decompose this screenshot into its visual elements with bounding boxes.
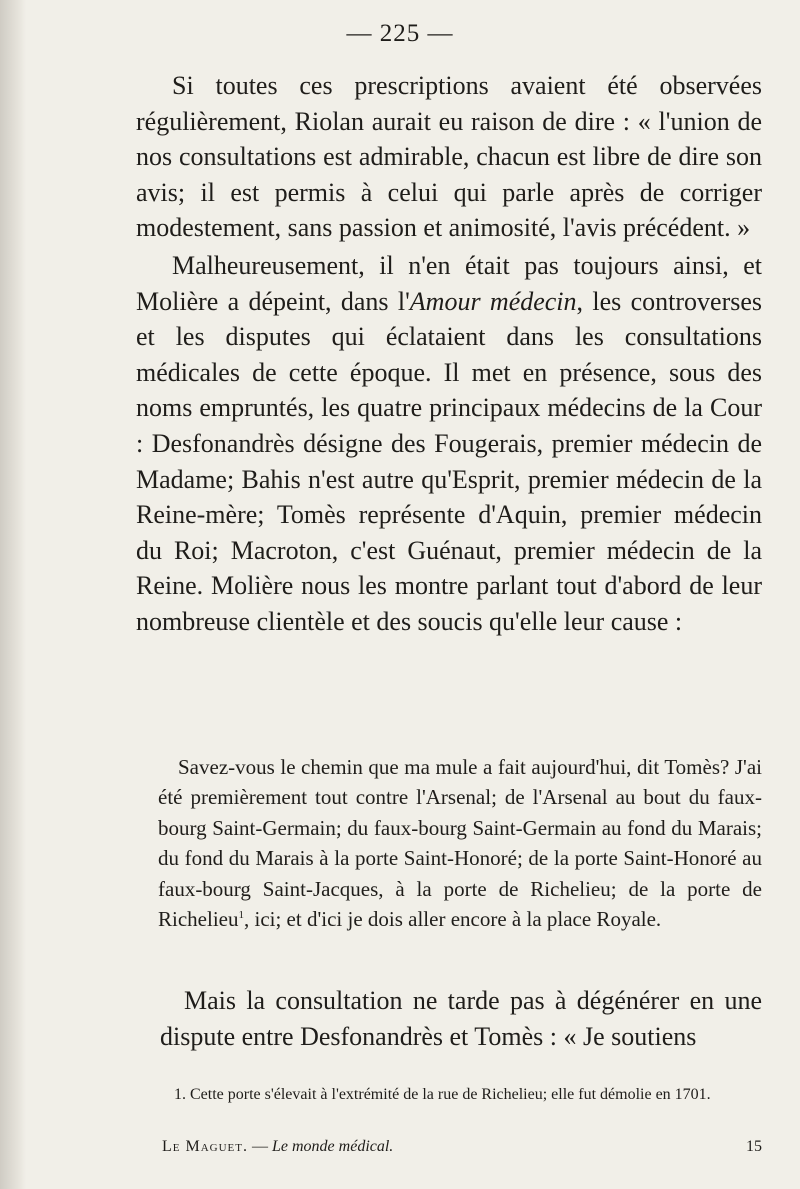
quote-text-2: , ici; et d'ici je dois aller encore à la place Royale. [243, 907, 662, 932]
closing-paragraph: Mais la consultation ne tarde pas à dégénérer en une dispute entre Desfonandrès et Tomès : « Je soutiens [160, 986, 762, 1051]
sheet-number: 15 [746, 1138, 762, 1155]
footer-separator: — [248, 1138, 272, 1155]
footnote-reference: 1 [238, 909, 244, 922]
closing-text [160, 983, 762, 1055]
paragraph-2 [136, 248, 762, 640]
quote-text-1: Savez-vous le chemin que ma mule a fait aujourd'hui, dit Tomès? J'ai été premièrement tout contre l'Arsenal; de l'Arsenal au bout du faux-bourg Saint-Germain; du faux-bourg Saint-Germain au fond du Marais; du fond du Marais à la porte Saint-Honoré; de la porte Saint-Honoré au faux-bourg Saint-Jacques, à la porte de Richelieu; de la porte de Richelieu [158, 755, 762, 932]
paragraph-2-part-2: , les controverses et les disputes qui éclataient dans les consultations médicales de cette époque. Il met en présence, sous des noms empruntés, les quatre principaux médecins de la Cour : Desfonandrès désigne des Fougerais, premier médecin de Madame; Bahis n'est autre qu'Esprit, premier médecin de la Reine-mère; Tomès représente d'Aquin, premier médecin du Roi; Macroton, c'est Guénaut, premier médecin de la Reine. Molière nous les montre parlant tout d'abord de leur nombreuse clientèle et des soucis qu'elle leur cause : [136, 286, 763, 636]
page-footer [162, 1138, 762, 1156]
footnote [160, 1084, 762, 1106]
quote-paragraph [158, 752, 762, 934]
page-number: — 225 — [346, 20, 454, 47]
footnote-text: 1. Cette porte s'élevait à l'extrémité de la rue de Richelieu; elle fut démolie en 1701. [174, 1086, 711, 1103]
work-title: Amour médecin [409, 286, 577, 316]
block-quote [158, 752, 762, 934]
paragraph-1: Si toutes ces prescriptions avaient été observées régulièrement, Riolan aurait eu raison de dire : « l'union de nos consultations est admirable, chacun est libre de dire son avis; il est permis à celui qui parle après de corriger modestement, sans passion et animosité, l'avis précédent. » [136, 71, 762, 243]
footer-author: Le Maguet. [162, 1138, 248, 1155]
page-gutter-shadow [0, 0, 26, 1189]
main-text [136, 68, 762, 640]
footer-title: Le monde médical. [272, 1138, 394, 1155]
paragraph-2-part-1: Malheureusement, il n'en était pas toujours ainsi, et Molière a dépeint, dans l' [136, 250, 762, 316]
